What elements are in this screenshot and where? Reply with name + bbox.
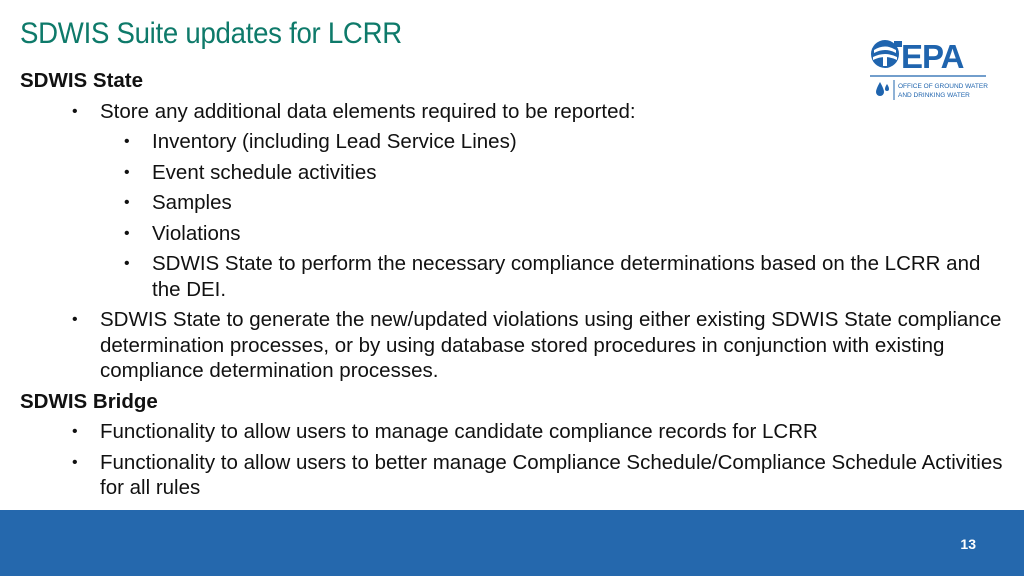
bullet-text: Store any additional data elements required to be reported: bbox=[100, 99, 636, 123]
logo-wordmark: EPA bbox=[901, 38, 964, 75]
list-item: • Inventory (including Lead Service Lines) bbox=[152, 129, 1010, 155]
list-item: • Samples bbox=[152, 190, 1010, 216]
sub-bullets bbox=[100, 129, 1010, 302]
list-item: • Violations bbox=[152, 221, 1010, 247]
list-item: • Functionality to allow users to manage candidate compliance records for LCRR bbox=[100, 419, 1010, 445]
section-heading-sdwis-bridge: SDWIS Bridge bbox=[20, 389, 158, 413]
logo-office-line2: AND DRINKING WATER bbox=[898, 92, 970, 99]
sdwis-bridge-bullets bbox=[20, 419, 1010, 501]
logo-office-line1: OFFICE OF GROUND WATER bbox=[898, 83, 988, 90]
list-item bbox=[100, 99, 1010, 303]
list-item: • SDWIS State to generate the new/updated violations using either existing SDWIS State compliance determination processes, or by using database stored procedures in conjunction with existing compliance determination processes. bbox=[100, 307, 1010, 384]
footer-band bbox=[0, 510, 1024, 576]
page-number: 13 bbox=[960, 536, 976, 552]
list-item: • Functionality to allow users to better manage Compliance Schedule/Compliance Schedule Activities for all rules bbox=[100, 450, 1010, 501]
slide-title: SDWIS Suite updates for LCRR bbox=[20, 17, 402, 50]
section-heading-sdwis-state: SDWIS State bbox=[20, 69, 144, 92]
list-item: • Event schedule activities bbox=[152, 160, 1010, 186]
sdwis-state-bullets bbox=[20, 99, 1010, 384]
slide-body bbox=[20, 68, 1010, 506]
list-item: • SDWIS State to perform the necessary compliance determinations based on the LCRR and the DEI. bbox=[152, 251, 1010, 302]
